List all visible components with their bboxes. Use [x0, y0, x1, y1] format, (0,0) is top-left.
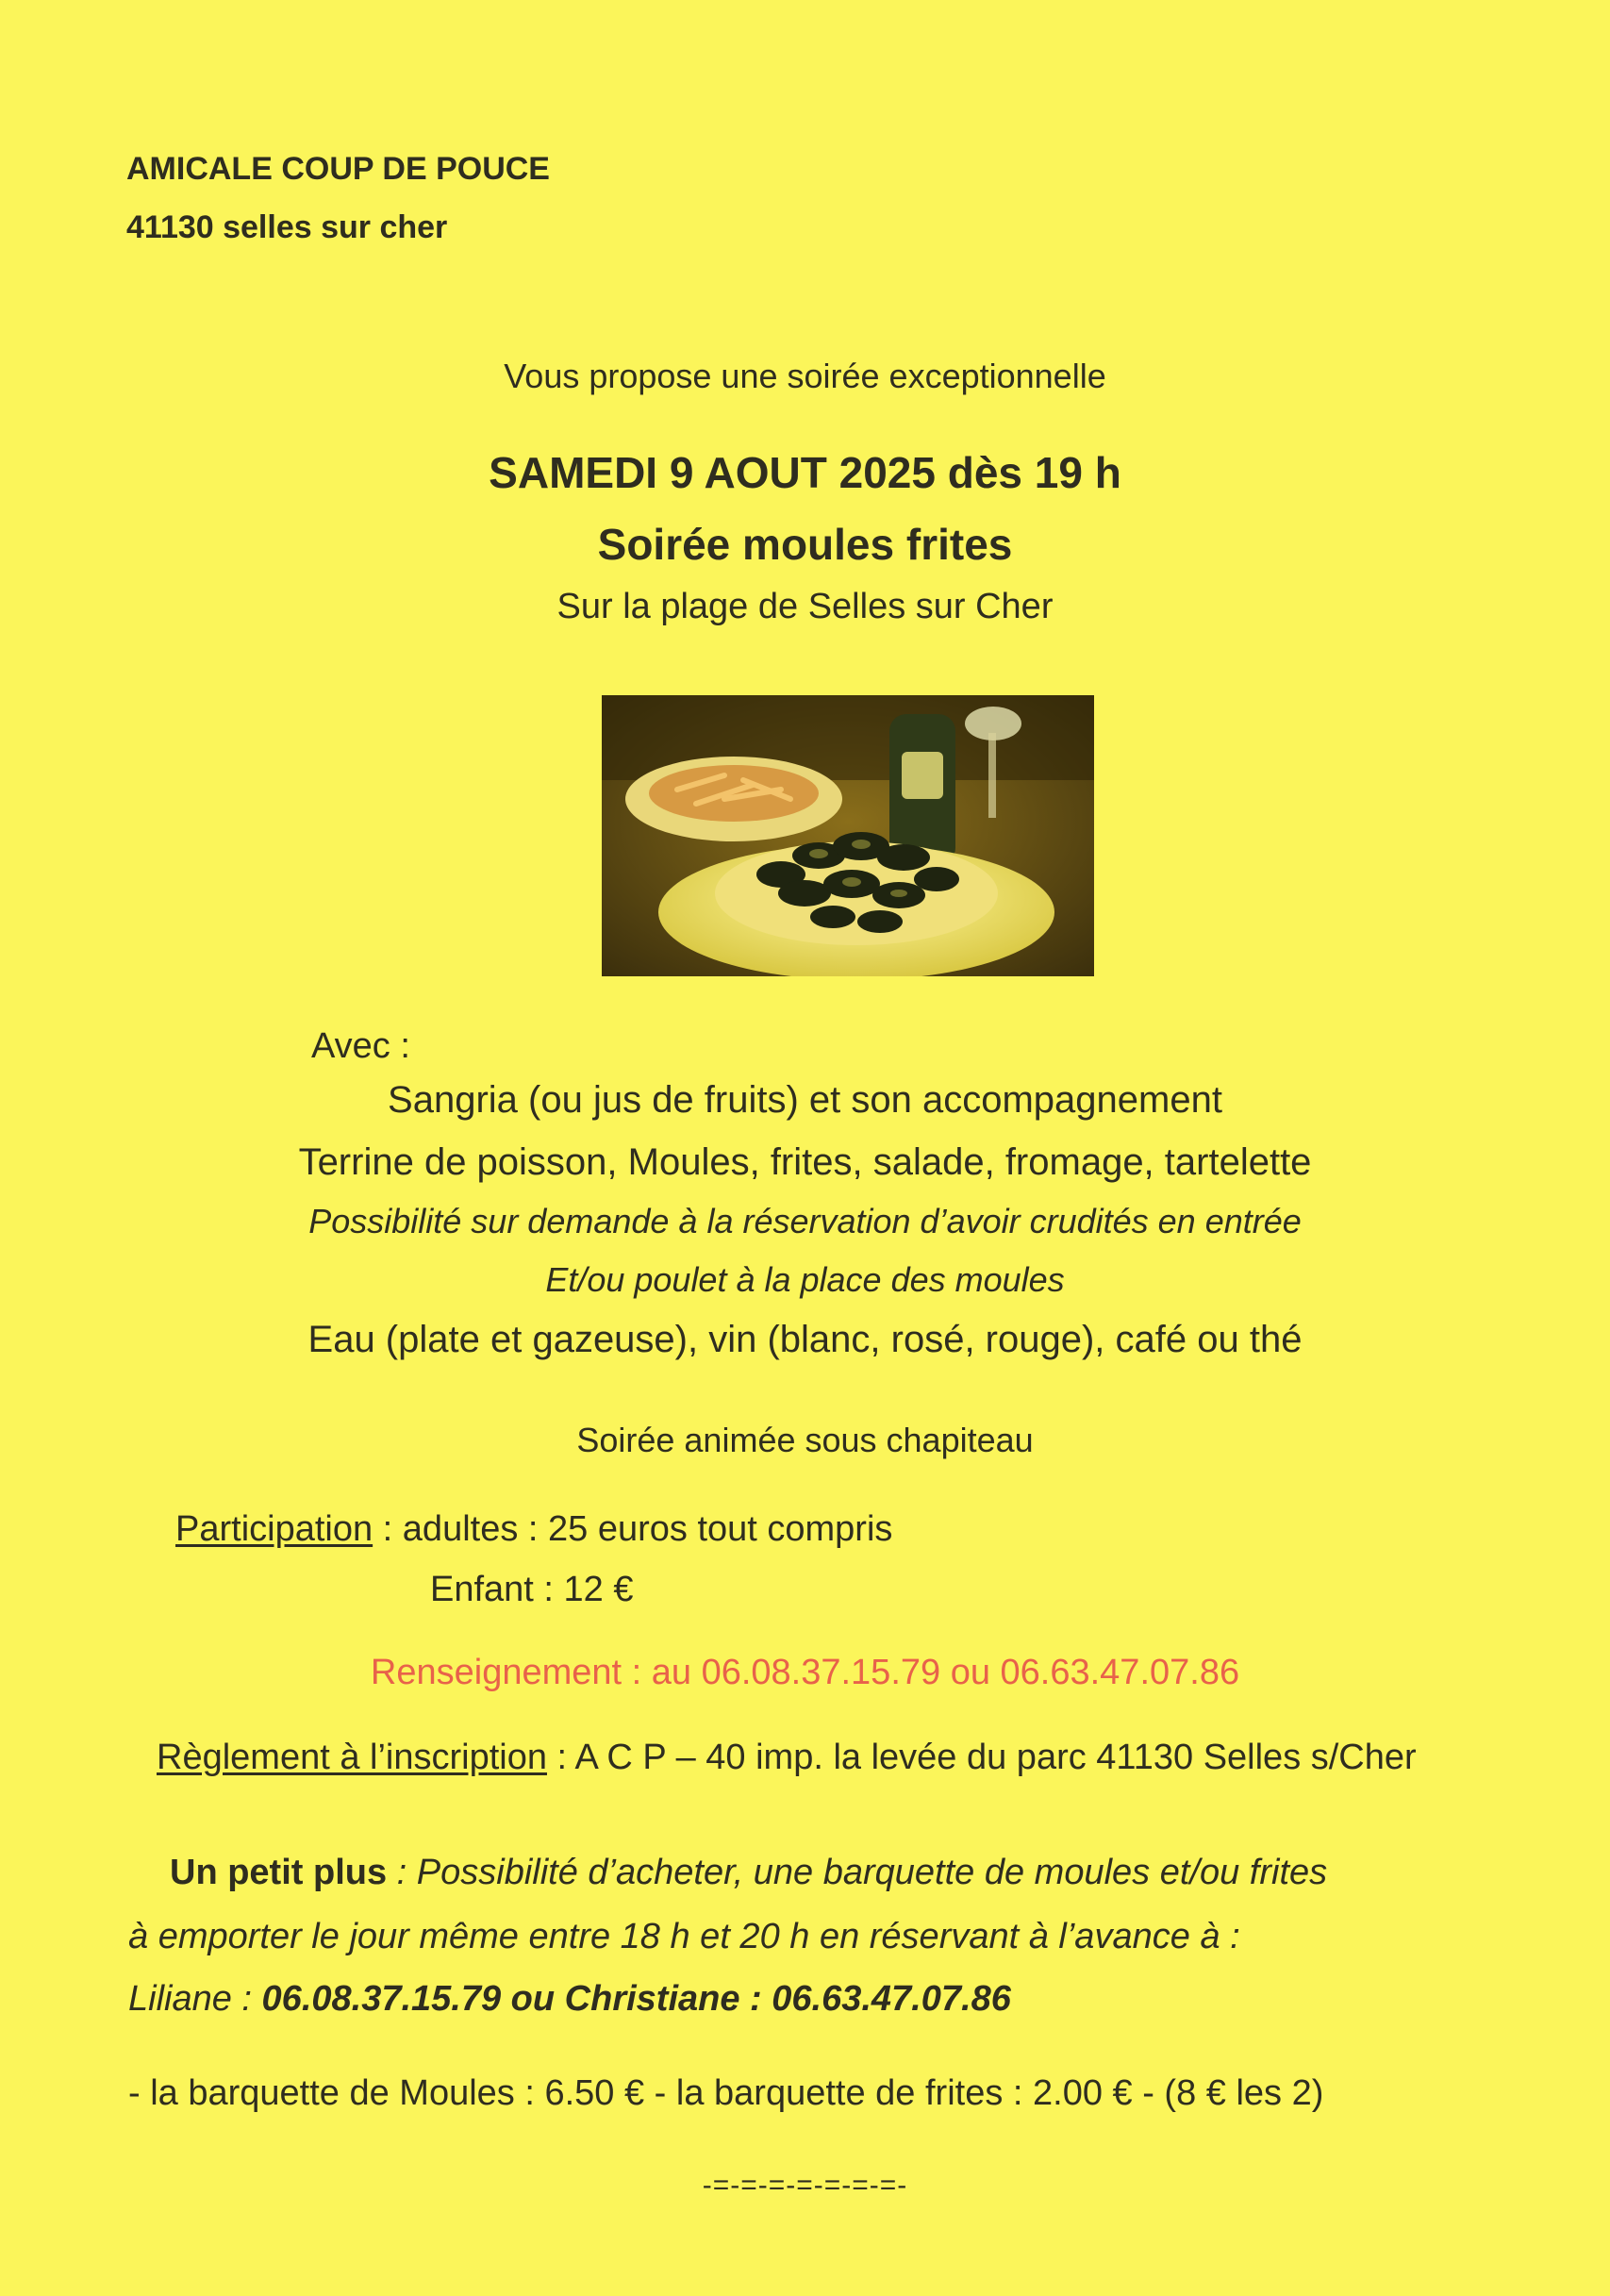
contact-phone: 06.08.37.15.79 [261, 1979, 502, 2019]
mussels-fries-photo [602, 695, 1094, 976]
participation-label: Participation [175, 1509, 373, 1549]
menu-label: Avec : [311, 1026, 410, 1066]
payment-text: : A C P – 40 imp. la levée du parc 41130 Selles s/Cher [546, 1738, 1417, 1777]
event-title: Soirée moules frites [597, 520, 1013, 569]
info-contact: Renseignement : au 06.08.37.15.79 ou 06.63.47.07.86 [370, 1653, 1240, 1692]
plus-label: Un petit plus [170, 1853, 388, 1892]
menu-line: Sangria (ou jus de fruits) et son accompagnement [388, 1079, 1222, 1121]
plus-text: : Possibilité d’acheter, une barquette de moules et/ou frites [387, 1853, 1328, 1892]
contact-name: Liliane : [128, 1979, 262, 2019]
menu-line: Eau (plate et gazeuse), vin (blanc, rosé, rouge), café ou thé [307, 1319, 1303, 1360]
org-name: AMICALE COUP DE POUCE [126, 151, 550, 187]
plus-contacts [128, 1979, 1011, 2020]
event-date: SAMEDI 9 AOUT 2025 dès 19 h [489, 448, 1121, 497]
payment-label: Règlement à l’inscription [157, 1738, 547, 1777]
payment-line [157, 1738, 1417, 1778]
contact-name: ou Christiane : [501, 1979, 772, 2019]
event-intro: Vous propose une soirée exceptionnelle [504, 357, 1106, 395]
participation-line [175, 1509, 892, 1550]
plus-line [170, 1853, 1327, 1893]
menu-option-line: Et/ou poulet à la place des moules [545, 1260, 1065, 1299]
menu-option-line: Possibilité sur demande à la réservation d’avoir crudités en entrée [308, 1202, 1302, 1240]
menu-line: Terrine de poisson, Moules, frites, salade, fromage, tartelette [298, 1141, 1312, 1183]
org-city: 41130 selles sur cher [126, 209, 448, 245]
participation-adults: : adultes : 25 euros tout compris [373, 1509, 893, 1549]
participation-child: Enfant : 12 € [430, 1570, 634, 1609]
prices-line: - la barquette de Moules : 6.50 € - la barquette de frites : 2.00 € - (8 € les 2) [128, 2073, 1324, 2113]
animation-note: Soirée animée sous chapiteau [576, 1421, 1034, 1459]
contact-phone: 06.63.47.07.86 [772, 1979, 1011, 2019]
event-location: Sur la plage de Selles sur Cher [556, 587, 1054, 626]
divider: -=-=-=-=-=-=-=- [702, 2170, 908, 2201]
plus-line: à emporter le jour même entre 18 h et 20 h en réservant à l’avance à : [128, 1917, 1240, 1956]
